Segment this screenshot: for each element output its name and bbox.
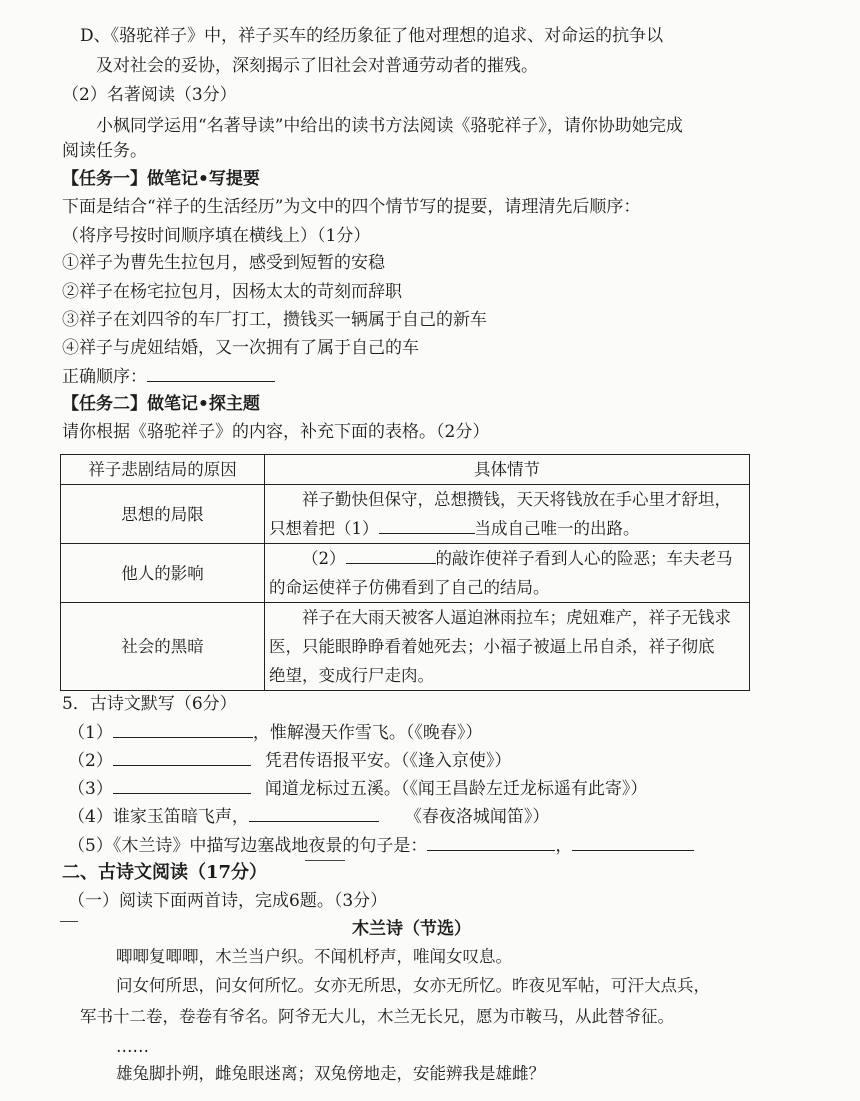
q5-line4-text: （4）谁家玉笛暗飞声， [68,807,249,827]
intro-line2: 阅读任务。 [62,141,147,161]
row1-detail [265,485,750,544]
row2-line2: 的命运使祥子仿佛看到了自己的结局。 [269,578,550,597]
q5-line3-text: 闻道龙标过五溪。（《闻王昌龄左迁龙标遥有此寄》） [264,779,648,799]
poem-line-3: 军书十二卷，卷卷有爷名。阿爷无大儿，木兰无长兄，愿为市鞍马，从此替爷征。 [80,1007,674,1026]
table-row [61,603,750,691]
answer-blank[interactable] [147,365,275,382]
q5-blank-6[interactable] [572,834,694,851]
poem-line-4: 雄兔脚扑朔，雌兔眼迷离；双兔傍地走，安能辨我是雄雌？ [116,1064,545,1083]
table-row [61,544,750,603]
q5-line1-num: （1） [68,723,113,743]
section2-subheading: （一）阅读下面两首诗，完成6题。（3分） [68,891,388,911]
q5-line1-text: ，惟解漫天作雪飞。（《晚春》） [252,723,483,743]
blank-2[interactable] [346,547,436,564]
q5-blank-3[interactable] [113,777,251,794]
intro-line1: 小枫同学运用“名著导读”中给出的读书方法阅读《骆驼祥子》，请你协助她完成 [96,116,683,136]
row1-line1: 祥子勤快但保守，总想攒钱，天天将钱放在手心里才舒坦， [302,490,731,509]
q5-line2 [68,749,511,772]
answer-order [62,365,275,388]
q5-line2-text: 凭君传语报平安。（《逢入京使》） [264,751,512,771]
plot-item-4: ④祥子与虎妞结婚，又一次拥有了属于自己的车 [62,338,419,358]
row2-line1-post: 的敲诈使祥子看到人心的险恶；车夫老马 [435,549,733,568]
task1-desc: 下面是结合“祥子的生活经历”为文中的四个情节写的提要，请理清先后顺序： [62,197,641,217]
task2-desc: 请你根据《骆驼祥子》的内容，补充下面的表格。（2分） [62,422,490,442]
q5-line3-num: （3） [68,779,113,799]
q5-line4-src: 《春夜洛城闻笛》） [404,807,550,827]
q5-blank-4[interactable] [249,805,379,822]
table-row [61,485,750,544]
table-header-row [61,455,750,485]
q5-line4 [68,805,549,828]
plot-item-3: ③祥子在刘四爷的车厂打工，攒钱买一辆属于自己的新车 [62,310,487,330]
q5-line5-text: （5）《木兰诗》中描写边塞战地夜景的句子是： [68,836,428,856]
margin-dash [60,921,78,922]
table-header-reason: 祥子悲剧结局的原因 [61,455,265,485]
row3-reason: 社会的黑暗 [61,603,265,691]
row2-detail [265,544,750,603]
task2-title: 【任务二】做笔记•探主题 [62,394,260,414]
q5-blank-2[interactable] [113,749,251,766]
plot-item-1: ①祥子为曹先生拉包月，感受到短暂的安稳 [62,253,385,273]
q5-line2-num: （2） [68,751,113,771]
part2-heading: （2）名著阅读（3分） [62,85,237,105]
section2-heading: 二、古诗文阅读（17分） [62,862,268,883]
plot-item-2: ②祥子在杨宅拉包月，因杨太太的苛刻而辞职 [62,282,402,302]
poem-line-2: 问女何所思，问女何所忆。女亦无所思，女亦无所忆。昨夜见军帖，可汗大点兵， [116,976,710,995]
row1-line2-post: 当成自己唯一的出路。 [474,519,640,538]
row3-line3: 绝望，变成行尸走肉。 [269,666,434,685]
option-d-line2: 及对社会的妥协，深刻揭示了旧社会对普通劳动者的摧残。 [96,56,538,76]
row2-line1-pre: （2） [302,549,346,568]
q5-line5-comma: ， [555,836,573,856]
task1-title: 【任务一】做笔记•写提要 [62,169,260,189]
table-header-detail: 具体情节 [265,455,750,485]
q5-heading: 5．古诗文默写（6分） [62,694,237,714]
answer-label: 正确顺序： [62,367,147,387]
row1-line2 [269,514,745,543]
q5-line1 [68,721,482,744]
q5-blank-5[interactable] [427,834,555,851]
poem-ellipsis: …… [116,1037,149,1056]
stray-dash [305,860,345,861]
q5-line3 [68,777,647,800]
poem-title: 木兰诗（节选） [352,919,471,939]
row1-line2-pre: 只想着把（1） [269,519,379,538]
q5-blank-1[interactable] [113,721,253,738]
row3-line2: 医，只能眼睁睁看着她死去；小福子被逼上吊自杀，祥子彻底 [269,637,715,656]
blank-1[interactable] [379,517,475,534]
poem-line-1: 唧唧复唧唧，木兰当户织。不闻机杼声，唯闻女叹息。 [116,947,512,966]
row3-line1: 祥子在大雨天被客人逼迫淋雨拉车；虎妞难产，祥子无钱求 [302,608,731,627]
row1-reason: 思想的局限 [61,485,265,544]
tragedy-table [60,454,750,691]
row2-reason: 他人的影响 [61,544,265,603]
row2-line1 [269,544,745,573]
option-d-line1: D、《骆驼祥子》中，祥子买车的经历象征了他对理想的追求、对命运的抗争以 [80,26,664,46]
task1-note: （将序号按时间顺序填在横线上）（1分） [62,226,371,246]
row3-detail [265,603,750,691]
q5-line5 [68,834,694,857]
